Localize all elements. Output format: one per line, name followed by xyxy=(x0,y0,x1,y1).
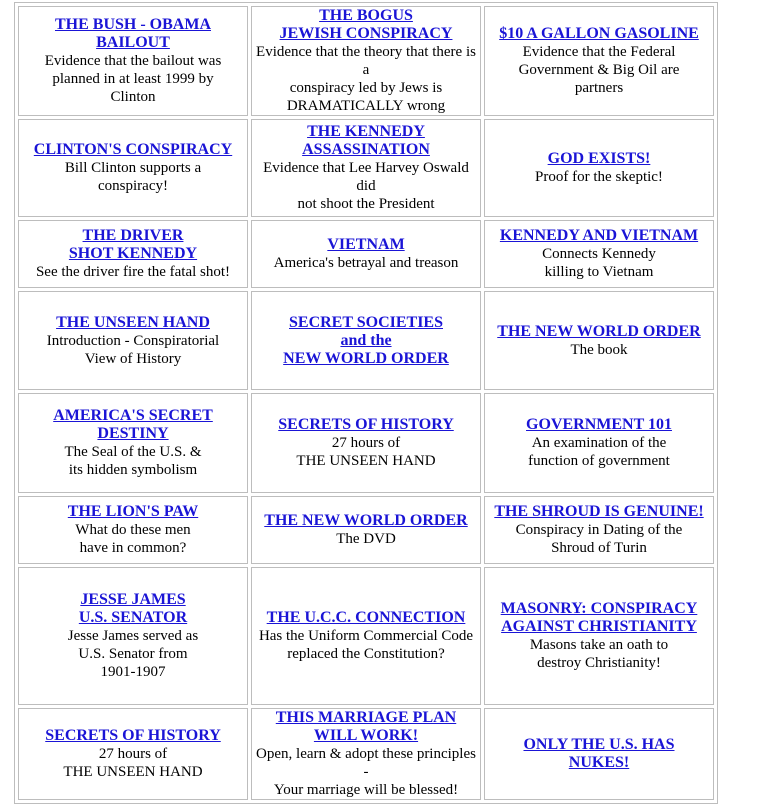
topic-link[interactable]: THE LION'S PAW xyxy=(67,503,199,520)
topic-link-wrapper xyxy=(22,591,244,627)
grid-row xyxy=(18,496,714,564)
topic-link[interactable]: THE KENNEDY ASSASSINATION xyxy=(302,123,430,158)
topic-cell xyxy=(18,496,248,564)
topic-description: What do these men have in common? xyxy=(75,522,191,556)
topic-description: 27 hours of THE UNSEEN HAND xyxy=(63,746,203,780)
topic-cell xyxy=(484,6,714,116)
topic-cell xyxy=(484,119,714,217)
topic-cell xyxy=(484,708,714,800)
topic-cell xyxy=(18,220,248,288)
topic-link[interactable]: AMERICA'S SECRET DESTINY xyxy=(53,407,213,442)
topic-description: An examination of the function of government xyxy=(528,435,670,469)
topic-description: Evidence that Lee Harvey Oswald did not shoot the President xyxy=(263,160,469,212)
topic-link[interactable]: THE BOGUS JEWISH CONSPIRACY xyxy=(279,7,453,42)
topic-cell xyxy=(251,567,481,705)
topic-link[interactable]: SECRETS OF HISTORY xyxy=(45,727,221,744)
topic-link[interactable]: GOD EXISTS! xyxy=(547,150,651,167)
topic-cell xyxy=(18,708,248,800)
grid-row xyxy=(18,6,714,116)
topic-link-wrapper xyxy=(255,709,477,745)
topics-grid-body xyxy=(18,6,714,800)
topic-link[interactable]: THE BUSH - OBAMA BAILOUT xyxy=(54,16,211,51)
topic-cell xyxy=(251,708,481,800)
topic-cell xyxy=(18,6,248,116)
topic-cell xyxy=(18,119,248,217)
topic-link[interactable]: THE DRIVER SHOT KENNEDY xyxy=(68,227,198,262)
topic-description: The DVD xyxy=(336,531,396,547)
topic-description: Introduction - Conspiratorial View of History xyxy=(46,332,220,367)
topic-link-wrapper xyxy=(255,512,477,530)
topic-cell xyxy=(18,393,248,493)
topic-link-wrapper xyxy=(22,16,244,52)
topic-cell xyxy=(484,496,714,564)
topic-link[interactable]: JESSE JAMES U.S. SENATOR xyxy=(78,591,188,626)
topic-link-wrapper xyxy=(488,600,710,636)
topic-link-wrapper xyxy=(488,736,710,772)
topic-link-wrapper xyxy=(255,314,477,368)
topic-cell xyxy=(18,567,248,705)
topic-link[interactable]: SECRETS OF HISTORY xyxy=(278,416,454,433)
topic-link-wrapper xyxy=(22,727,244,745)
topic-link-wrapper xyxy=(488,323,710,341)
topic-description: See the driver fire the fatal shot! xyxy=(35,264,231,280)
grid-row xyxy=(18,708,714,800)
topic-description: Bill Clinton supports a conspiracy! xyxy=(64,160,202,194)
topics-grid xyxy=(14,2,718,804)
topic-link[interactable]: THIS MARRIAGE PLAN WILL WORK! xyxy=(275,709,457,744)
topic-link[interactable]: KENNEDY AND VIETNAM xyxy=(499,227,699,244)
topic-description: Masons take an oath to destroy Christianity! xyxy=(529,637,669,671)
topic-link-wrapper xyxy=(22,141,244,159)
topic-link[interactable]: ONLY THE U.S. HAS NUKES! xyxy=(523,736,675,771)
topic-link-wrapper xyxy=(488,416,710,434)
grid-row xyxy=(18,393,714,493)
topic-cell xyxy=(251,393,481,493)
topic-description: Evidence that the bailout was planned in at least 1999 by Clinton xyxy=(44,53,222,105)
topic-link[interactable]: THE U.C.C. CONNECTION xyxy=(266,609,466,626)
topic-link[interactable]: GOVERNMENT 101 xyxy=(526,416,672,433)
topic-cell xyxy=(251,220,481,288)
topic-description: Open, learn & adopt these principles - Your marriage will be blessed! xyxy=(256,746,476,798)
topic-link-wrapper xyxy=(255,416,477,434)
topic-link-wrapper xyxy=(255,123,477,159)
topic-cell xyxy=(484,220,714,288)
topic-link[interactable]: THE UNSEEN HAND xyxy=(56,313,210,331)
topic-link[interactable]: CLINTON'S CONSPIRACY xyxy=(33,141,233,158)
grid-row xyxy=(18,567,714,705)
topic-link[interactable]: THE SHROUD IS GENUINE! xyxy=(494,503,704,520)
topic-link-wrapper xyxy=(488,227,710,245)
topic-cell xyxy=(251,119,481,217)
topic-link[interactable]: THE NEW WORLD ORDER xyxy=(497,322,701,340)
topic-link[interactable]: VIETNAM xyxy=(327,236,405,253)
topic-link-wrapper xyxy=(22,314,244,332)
topic-link-wrapper xyxy=(22,227,244,263)
topic-link-wrapper xyxy=(488,503,710,521)
topic-link-wrapper xyxy=(488,25,710,43)
topic-description: The book xyxy=(570,341,628,358)
topic-cell xyxy=(484,393,714,493)
grid-row xyxy=(18,291,714,390)
topic-description: Evidence that the theory that there is a conspiracy led by Jews is DRAMATICALLY wrong xyxy=(256,44,476,114)
topic-cell xyxy=(484,567,714,705)
topic-cell xyxy=(251,291,481,390)
topic-description: Connects Kennedy killing to Vietnam xyxy=(542,246,656,280)
topic-description: Evidence that the Federal Government & Big Oil are partners xyxy=(518,44,680,96)
topic-link-wrapper xyxy=(255,236,477,254)
topic-link[interactable]: THE NEW WORLD ORDER xyxy=(264,512,468,529)
topic-cell xyxy=(251,6,481,116)
topic-link[interactable]: SECRET SOCIETIES and the NEW WORLD ORDER xyxy=(283,313,449,367)
topic-description: Has the Uniform Commercial Code replaced the Constitution? xyxy=(258,628,474,662)
topic-link-wrapper xyxy=(22,407,244,443)
topic-description: Jesse James served as U.S. Senator from 1901-1907 xyxy=(67,628,199,680)
topic-link[interactable]: MASONRY: CONSPIRACY AGAINST CHRISTIANITY xyxy=(500,600,698,635)
grid-row xyxy=(18,220,714,288)
topic-cell xyxy=(18,291,248,390)
topic-description: Proof for the skeptic! xyxy=(535,169,663,185)
topic-description: Conspiracy in Dating of the Shroud of Turin xyxy=(515,522,683,556)
topic-link-wrapper xyxy=(22,503,244,521)
topic-link-wrapper xyxy=(255,609,477,627)
grid-row xyxy=(18,119,714,217)
topic-description: 27 hours of THE UNSEEN HAND xyxy=(296,435,436,469)
topic-link-wrapper xyxy=(488,150,710,168)
topic-link[interactable]: $10 A GALLON GASOLINE xyxy=(499,25,699,42)
topic-cell xyxy=(251,496,481,564)
topic-description: The Seal of the U.S. & its hidden symbolism xyxy=(64,444,202,478)
topic-cell xyxy=(484,291,714,390)
topic-description: America's betrayal and treason xyxy=(273,255,459,271)
topic-link-wrapper xyxy=(255,7,477,43)
